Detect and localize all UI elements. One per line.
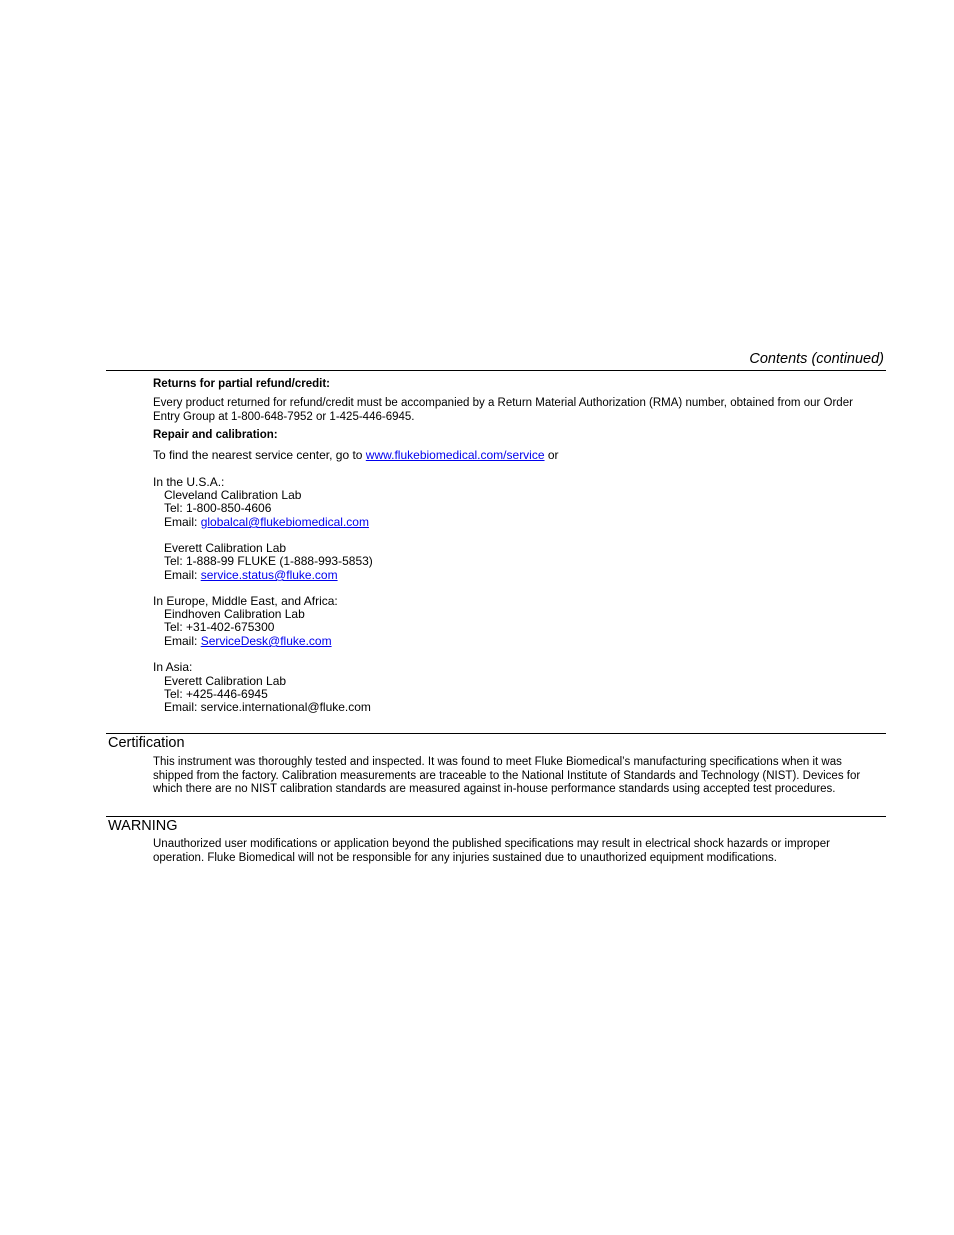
lab-name: Cleveland Calibration Lab xyxy=(164,488,302,502)
email-label: Email: xyxy=(164,634,201,648)
email-link-globalcal[interactable]: globalcal@flukebiomedical.com xyxy=(200,515,369,529)
lab-email-line: Email: service.international@fluke.com xyxy=(164,700,371,714)
repair-intro-prefix: To find the nearest service center, go to xyxy=(153,448,366,462)
email-link-service-status[interactable]: service.status@fluke.com xyxy=(200,568,338,582)
certification-title: Certification xyxy=(108,735,185,751)
warning-body: Unauthorized user modifications or application beyond the published specifications may result in electrical shock hazards or improper operation. Fluke Biomedical will not be responsible for any injuries sustained due to unauthorized equipment modifications. xyxy=(153,838,830,864)
lab-name: Eindhoven Calibration Lab xyxy=(164,607,305,621)
certification-rule xyxy=(106,733,886,734)
region-asia: In Asia: xyxy=(153,660,193,674)
running-head: Contents (continued) xyxy=(749,351,884,367)
lab-tel: Tel: 1-888-99 FLUKE (1-888-993-5853) xyxy=(164,554,373,568)
repair-heading: Repair and calibration: xyxy=(153,429,278,441)
repair-intro xyxy=(153,448,559,462)
region-europe: In Europe, Middle East, and Africa: xyxy=(153,594,338,608)
lab-name: Everett Calibration Lab xyxy=(164,674,287,688)
lab-email-line xyxy=(164,568,338,582)
email-label: Email: xyxy=(164,515,201,529)
warning-title: WARNING xyxy=(108,818,178,834)
lab-email-line xyxy=(164,634,332,648)
lab-email-line xyxy=(164,515,369,529)
warning-rule xyxy=(106,816,886,817)
lab-tel: Tel: +31-402-675300 xyxy=(164,620,275,634)
returns-heading: Returns for partial refund/credit: xyxy=(153,378,330,390)
lab-tel: Tel: +425-446-6945 xyxy=(164,687,268,701)
region-usa: In the U.S.A.: xyxy=(153,475,225,489)
header-rule xyxy=(106,370,886,371)
service-link[interactable]: www.flukebiomedical.com/service xyxy=(365,448,545,462)
returns-body: Every product returned for refund/credit must be accompanied by a Return Material Authorization (RMA) number, obtained from our Order Entry Group at 1-800-648-7952 or 1-425-446-6945. xyxy=(153,397,853,423)
repair-intro-suffix: or xyxy=(544,448,559,462)
lab-name: Everett Calibration Lab xyxy=(164,541,287,555)
email-label: Email: xyxy=(164,568,201,582)
email-link-servicedesk[interactable]: ServiceDesk@fluke.com xyxy=(200,634,332,648)
lab-tel: Tel: 1-800-850-4606 xyxy=(164,501,272,515)
certification-body: This instrument was thoroughly tested and inspected. It was found to meet Fluke Biomedical’s manufacturing specifications when it was shipped from the factory. Calibration measurements are traceable to the National Institute of Standards and Technology (NIST). Devices for which there are no NIST calibration standards are measured against in-house performance standards using accepted test procedures. xyxy=(153,756,861,795)
